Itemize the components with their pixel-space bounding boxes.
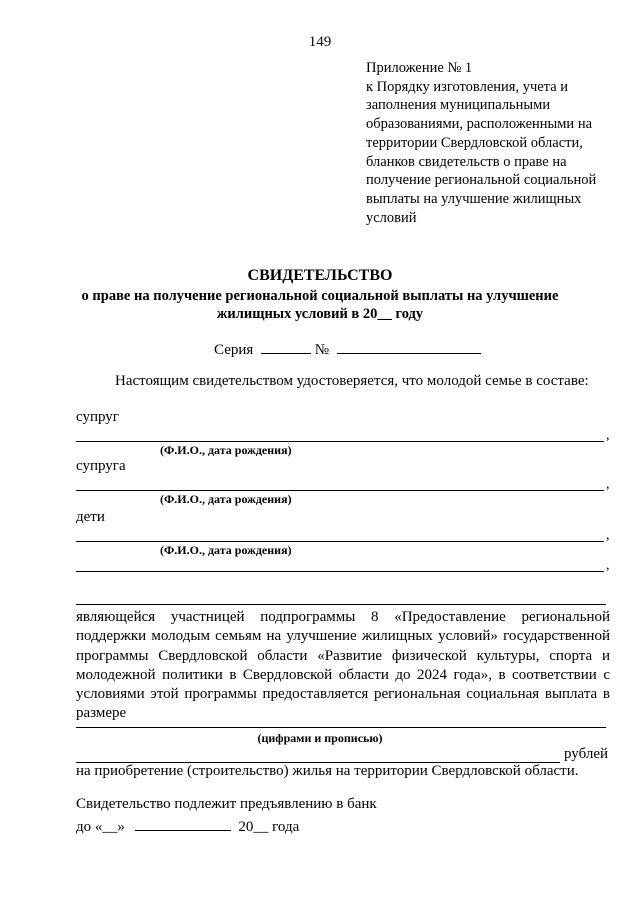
intro-text: Настоящим свидетельством удостоверяется, что молодой семье в составе: [115, 373, 589, 389]
children-label: дети [76, 509, 105, 525]
document-subtitle-line2: жилищных условий в 20__ году [216, 306, 424, 322]
acquisition-text: на приобретение (строительство) жилья на территории Свердловской области. [76, 763, 579, 779]
appendix-line: выплаты на улучшение жилищных [366, 190, 582, 207]
until-month-field[interactable] [135, 817, 231, 831]
husband-hint: (Ф.И.О., дата рождения) [160, 443, 292, 457]
until-prefix: до «__» [76, 819, 125, 835]
appendix-line: Приложение № 1 [366, 60, 473, 76]
children-field-1[interactable] [76, 541, 604, 542]
document-subtitle: о праве на получение региональной социальной выплаты на улучшение [81, 288, 559, 304]
series-field[interactable] [261, 340, 311, 354]
until-date-row [76, 817, 299, 836]
number-label: № [314, 342, 330, 358]
amount-field[interactable] [76, 727, 606, 728]
rubles-label: рублей [564, 746, 609, 762]
appendix-line: к Порядку изготовления, учета и [366, 78, 569, 95]
wife-label: супруга [76, 458, 126, 474]
appendix-line: заполнения муниципальными [366, 97, 551, 114]
amount-hint: (цифрами и прописью) [257, 731, 383, 745]
series-label: Серия [214, 342, 254, 358]
document-title: СВИДЕТЕЛЬСТВО [247, 267, 393, 284]
appendix-line: получение региональной социальной [366, 172, 597, 189]
children-field-3[interactable] [76, 604, 606, 605]
wife-hint: (Ф.И.О., дата рождения) [160, 492, 292, 506]
husband-comma: , [606, 428, 610, 443]
appendix-line: образованиями, расположенными на [366, 116, 593, 133]
number-field[interactable] [337, 340, 481, 354]
wife-comma: , [606, 477, 610, 492]
children-comma-2: , [606, 558, 610, 573]
appendix-line: территории Свердловской области, [366, 134, 583, 151]
children-hint: (Ф.И.О., дата рождения) [160, 543, 292, 557]
husband-field[interactable] [76, 441, 604, 442]
main-paragraph: являющейся участницей подпрограммы 8 «Предоставление региональной поддержки молодым семьям на улучшение жилищных условий» государственной программы Свердловской области «Развитие физической культуры, спорта и молодежной политики в Свердловской области до 2024 года», в соответствии с условиями этой программы предоставляется региональная социальная выплата в размере [76, 609, 610, 722]
appendix-block [366, 59, 636, 227]
page-number: 149 [308, 34, 332, 50]
children-field-2[interactable] [76, 571, 604, 572]
wife-field[interactable] [76, 490, 604, 491]
series-number-row [214, 340, 481, 359]
children-comma-1: , [606, 528, 610, 543]
appendix-line: бланков свидетельств о праве на [366, 153, 567, 170]
bank-text: Свидетельство подлежит предъявлению в банк [76, 796, 377, 812]
appendix-line: условий [366, 209, 417, 226]
until-year: 20__ года [238, 819, 300, 835]
husband-label: супруг [76, 409, 119, 425]
